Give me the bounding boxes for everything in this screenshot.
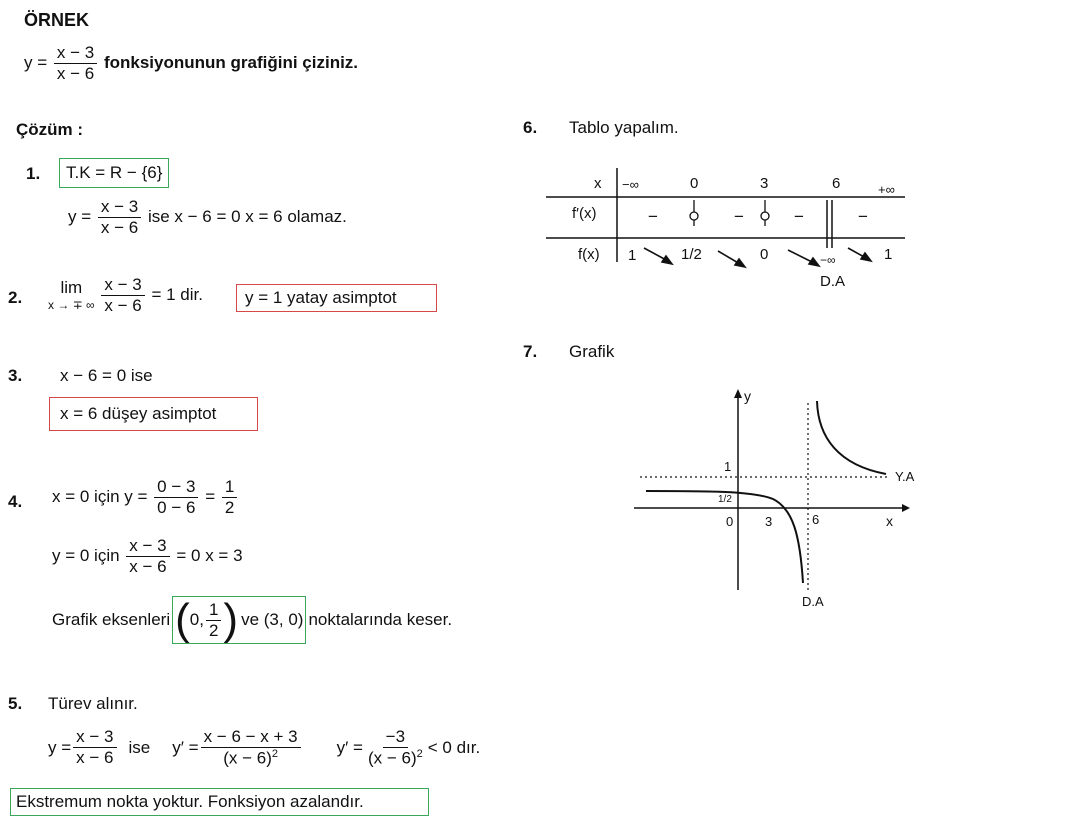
- s5-yp2-exp: 2: [416, 747, 423, 760]
- s5-yp: y′ =: [172, 737, 199, 757]
- x-axis-arrow: [902, 504, 910, 512]
- step7-number: 7.: [523, 342, 538, 361]
- step2-number: 2.: [8, 288, 23, 307]
- step4-l2-pre: y = 0 için: [52, 545, 120, 565]
- horizontal-asymptote-box: y = 1 yatay asimptot: [236, 284, 437, 312]
- step1-num: x − 3: [98, 198, 141, 218]
- step4-l1-eq: =: [205, 486, 216, 506]
- step4-number: 4.: [8, 492, 23, 511]
- domain-box: T.K = R − {6}: [59, 158, 169, 188]
- x-val-0: 0: [690, 175, 699, 192]
- curve-right-branch: [817, 401, 886, 474]
- s5-yp-fraction: [201, 728, 301, 767]
- f-val-0: 0: [760, 246, 769, 263]
- step2-line: [48, 276, 203, 315]
- step4-line1: [52, 478, 239, 517]
- graph-da-label: D.A: [802, 594, 824, 609]
- step2-den: x − 6: [104, 295, 142, 315]
- paren-close: ): [223, 595, 239, 644]
- tick-3-label: 3: [765, 514, 773, 529]
- step6-text: Tablo yapalım.: [569, 118, 679, 137]
- example-title: ÖRNEK: [24, 10, 90, 30]
- pt1-num: 1: [206, 601, 221, 621]
- y-axis-label: y: [744, 388, 751, 404]
- row-x-label: x: [594, 175, 602, 192]
- step1-fraction: [98, 198, 141, 237]
- s5-y: y =: [48, 737, 72, 757]
- fp-sign-3: −: [794, 207, 804, 226]
- x-val-neg-inf: −∞: [622, 177, 639, 192]
- step4-l2-num: x − 3: [126, 537, 169, 557]
- step4-l2-den: x − 6: [129, 556, 167, 576]
- x-axis-label: x: [886, 513, 893, 529]
- step1-number: 1.: [26, 164, 41, 183]
- s5-yp-den: (x − 6): [223, 748, 272, 768]
- step4-l2-post: = 0 x = 3: [176, 545, 243, 565]
- arrow-2-head: [735, 259, 745, 267]
- limit: [48, 278, 95, 312]
- s5-yp-num: x − 6 − x + 3: [201, 728, 301, 748]
- step4-l1-pre: x = 0 için y =: [52, 486, 148, 506]
- tick-half-label: 1/2: [718, 494, 732, 505]
- step2-result: = 1 dir.: [151, 284, 203, 304]
- step1-y: y =: [68, 206, 92, 226]
- step1-line: [68, 198, 347, 237]
- s5-yp-exp: 2: [271, 747, 278, 760]
- step2-num: x − 3: [101, 276, 144, 296]
- step5-text: Türev alınır.: [48, 694, 138, 713]
- s5-yp2: y′ =: [336, 737, 363, 757]
- f-val-half: 1/2: [681, 246, 702, 263]
- step1-text: ise x − 6 = 0 x = 6 olamaz.: [147, 206, 347, 226]
- fp-circle-3: [761, 212, 769, 220]
- func-den: x − 6: [56, 63, 95, 83]
- decrease-arrows: [644, 248, 871, 267]
- x-val-6: 6: [832, 175, 841, 192]
- arrow-3-head: [809, 258, 819, 266]
- step4-l1-result: [222, 478, 237, 517]
- step4-l1-fraction: [154, 478, 198, 517]
- step4-l1-rnum: 1: [222, 478, 237, 498]
- step4-l1-den: 0 − 6: [157, 497, 196, 517]
- step4-l1-num: 0 − 3: [154, 478, 198, 498]
- paren-open: (: [175, 595, 190, 644]
- vertical-asymptote-box: x = 6 düşey asimptot: [49, 397, 258, 431]
- func-y: y =: [24, 52, 48, 72]
- step5-derivative: [48, 728, 480, 767]
- s5-y-num: x − 3: [73, 728, 116, 748]
- s5-yp2-den-wrap: [365, 748, 426, 768]
- func-num: x − 3: [54, 44, 97, 64]
- lim-sub: x → ∓ ∞: [48, 298, 95, 313]
- tick-1-label: 1: [724, 459, 732, 474]
- func-fraction: [54, 44, 97, 83]
- pt2: ve (3, 0): [241, 610, 304, 629]
- s5-yp2-fraction: [365, 728, 426, 767]
- graph-ya-label: Y.A: [895, 469, 915, 484]
- function-graph: [628, 385, 928, 615]
- step4-line3: [52, 596, 452, 644]
- arrow-1-head: [662, 256, 672, 264]
- fp-circle-0: [690, 212, 698, 220]
- table-da-label: D.A: [820, 273, 846, 290]
- s5-yp2-num: −3: [383, 728, 408, 748]
- step6-number: 6.: [523, 118, 538, 137]
- step4-l1-rden: 2: [224, 497, 235, 517]
- step4-l3-pre: Grafik eksenleri: [52, 610, 171, 629]
- variation-table: [540, 160, 920, 295]
- solution-label: Çözüm :: [16, 120, 84, 139]
- pt1-pre: 0,: [189, 610, 204, 629]
- step4-l2-fraction: [126, 537, 169, 576]
- step4-line2: [52, 537, 243, 576]
- origin-label: 0: [726, 514, 734, 529]
- s5-ise: ise: [128, 737, 151, 757]
- y-axis-arrow: [734, 389, 742, 398]
- s5-y-fraction: [73, 728, 116, 767]
- fp-sign-1: −: [648, 207, 658, 226]
- x-val-pos-inf: +∞: [878, 182, 895, 197]
- step4-l3-post: noktalarında keser.: [308, 610, 453, 629]
- step2-fraction: [101, 276, 144, 315]
- pt1-fraction: [206, 601, 221, 640]
- s5-y-den: x − 6: [76, 748, 114, 768]
- s5-yp-den-wrap: [220, 748, 281, 768]
- step5-number: 5.: [8, 694, 23, 713]
- intercepts-box: [172, 596, 306, 644]
- step3-text: x − 6 = 0 ise: [60, 366, 153, 385]
- fp-sign-2: −: [734, 207, 744, 226]
- problem-statement: [24, 44, 358, 83]
- row-fp-label: f′(x): [572, 205, 597, 222]
- f-val-neg-inf: −∞: [820, 253, 836, 267]
- s5-yp2-den: (x − 6): [367, 748, 417, 768]
- lim-text: lim: [60, 278, 83, 298]
- fp-sign-4: −: [858, 207, 868, 226]
- f-val-1: 1: [628, 247, 637, 264]
- step1-den: x − 6: [100, 217, 139, 237]
- tick-6-label: 6: [812, 512, 820, 527]
- pt1-den: 2: [208, 620, 219, 640]
- arrow-4-head: [861, 253, 871, 261]
- conclusion-box: Ekstremum nokta yoktur. Fonksiyon azalandır.: [10, 788, 429, 816]
- row-f-label: f(x): [578, 246, 600, 263]
- instruction: fonksiyonunun grafiğini çiziniz.: [103, 52, 359, 72]
- f-val-1-right: 1: [884, 246, 893, 263]
- step7-text: Grafik: [569, 342, 615, 361]
- s5-result: < 0 dır.: [427, 737, 481, 757]
- x-val-3: 3: [760, 175, 769, 192]
- step3-number: 3.: [8, 366, 23, 385]
